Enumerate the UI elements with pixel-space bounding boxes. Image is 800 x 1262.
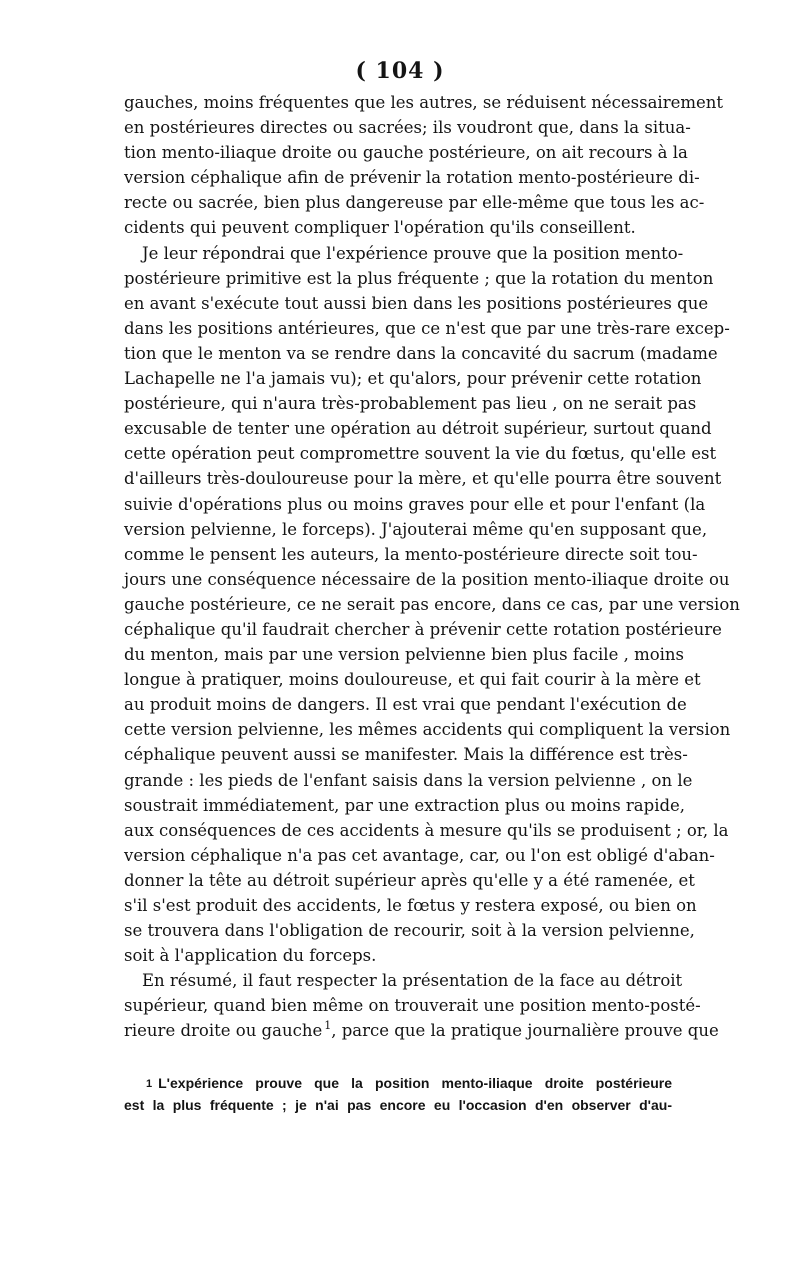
text-line: excusable de tenter une opération au détroit supérieur, surtout quand <box>124 419 712 439</box>
footnote <box>124 1072 672 1116</box>
text-line: cidents qui peuvent compliquer l'opération qu'ils conseillent. <box>124 218 636 238</box>
footnote-text: L'expérience prouve que la position mento-iliaque droite postérieure <box>158 1075 672 1091</box>
text-line: du menton, mais par une version pelvienne bien plus facile , moins <box>124 645 685 665</box>
text-line: en avant s'exécute tout aussi bien dans les positions postérieures que <box>124 293 709 313</box>
text-line: suivie d'opérations plus ou moins graves pour elle et pour l'enfant (la <box>124 494 706 514</box>
text-line: donner la tête au détroit supérieur après qu'elle y a été ramenée, et <box>124 870 695 890</box>
text-line: au produit moins de dangers. Il est vrai que pendant l'exécution de <box>124 695 687 715</box>
text-line: recte ou sacrée, bien plus dangereuse par elle-même que tous les ac- <box>124 193 705 213</box>
text-line: rieure droite ou gauche $^1$, parce que la pratique journalière prouve que <box>124 1019 719 1041</box>
text-line: en postérieures directes ou sacrées; ils voudront que, dans la situa- <box>124 118 691 138</box>
text-line: cette version pelvienne, les mêmes accidents qui compliquent la version <box>124 720 731 740</box>
page-number: ( 104 ) <box>355 58 445 84</box>
text-line: version céphalique n'a pas cet avantage, car, ou l'on est obligé d'aban- <box>124 845 715 865</box>
text-line: postérieure, qui n'aura très-probablement pas lieu , on ne serait pas <box>124 394 697 414</box>
text-line: dans les positions antérieures, que ce n'est que par une très-rare excep- <box>124 318 730 338</box>
text-line: grande : les pieds de l'enfant saisis dans la version pelvienne , on le <box>124 770 693 790</box>
footnote-line: est la plus fréquente ; je n'ai pas encore eu l'occasion d'en observer d'au- <box>124 1097 672 1113</box>
text-line: soustrait immédiatement, par une extraction plus ou moins rapide, <box>124 795 686 815</box>
footnote-line <box>124 1072 672 1094</box>
text-line: jours une conséquence nécessaire de la position mento-iliaque droite ou <box>124 569 730 589</box>
text-line: gauches, moins fréquentes que les autres, se réduisent nécessairement <box>124 93 724 112</box>
text-line: s'il s'est produit des accidents, le fœtus y restera exposé, ou bien on <box>124 896 697 915</box>
text-line: soit à l'application du forceps. <box>124 946 377 966</box>
text-line: d'ailleurs très-douloureuse pour la mère, et qu'elle pourra être souvent <box>124 469 722 489</box>
text-line: version pelvienne, le forceps). J'ajouterai même qu'en supposant que, <box>124 519 708 539</box>
text-line: longue à pratiquer, moins douloureuse, et qui fait courir à la mère et <box>124 670 701 690</box>
text-segment: rieure droite ou gauche <box>124 1021 323 1041</box>
text-line: postérieure primitive est la plus fréquente ; que la rotation du menton <box>124 268 714 288</box>
text-line: aux conséquences de ces accidents à mesure qu'ils se produisent ; or, la <box>124 820 729 840</box>
text-line: comme le pensent les auteurs, la mento-postérieure directe soit tou- <box>124 544 698 564</box>
text-line: cette opération peut compromettre souvent la vie du fœtus, qu'elle est <box>124 444 717 464</box>
text-line: céphalique peuvent aussi se manifester. Mais la différence est très- <box>124 745 688 765</box>
text-line: céphalique qu'il faudrait chercher à prévenir cette rotation postérieure <box>124 619 722 639</box>
text-line: supérieur, quand bien même on trouverait une position mento-posté- <box>124 996 701 1016</box>
footnote-marker: 1 <box>146 1078 153 1090</box>
footnote-reference: 1 <box>324 1019 332 1033</box>
text-line: Je leur répondrai que l'expérience prouve que la position mento- <box>142 243 684 263</box>
text-line: se trouvera dans l'obligation de recourir, soit à la version pelvienne, <box>124 921 695 941</box>
text-line: En résumé, il faut respecter la présentation de la face au détroit <box>142 971 683 991</box>
text-segment: parce que la pratique journalière prouve que <box>341 1021 719 1041</box>
text-line: version céphalique afin de prévenir la rotation mento-postérieure di- <box>124 168 700 188</box>
body-text <box>124 90 740 1044</box>
text-line: tion que le menton va se rendre dans la concavité du sacrum (madame <box>124 343 718 363</box>
text-line: Lachapelle ne l'a jamais vu); et qu'alors, pour prévenir cette rotation <box>124 369 702 389</box>
text-line: gauche postérieure, ce ne serait pas encore, dans ce cas, par une version <box>124 594 740 614</box>
text-line: tion mento-iliaque droite ou gauche postérieure, on ait recours à la <box>124 143 688 163</box>
